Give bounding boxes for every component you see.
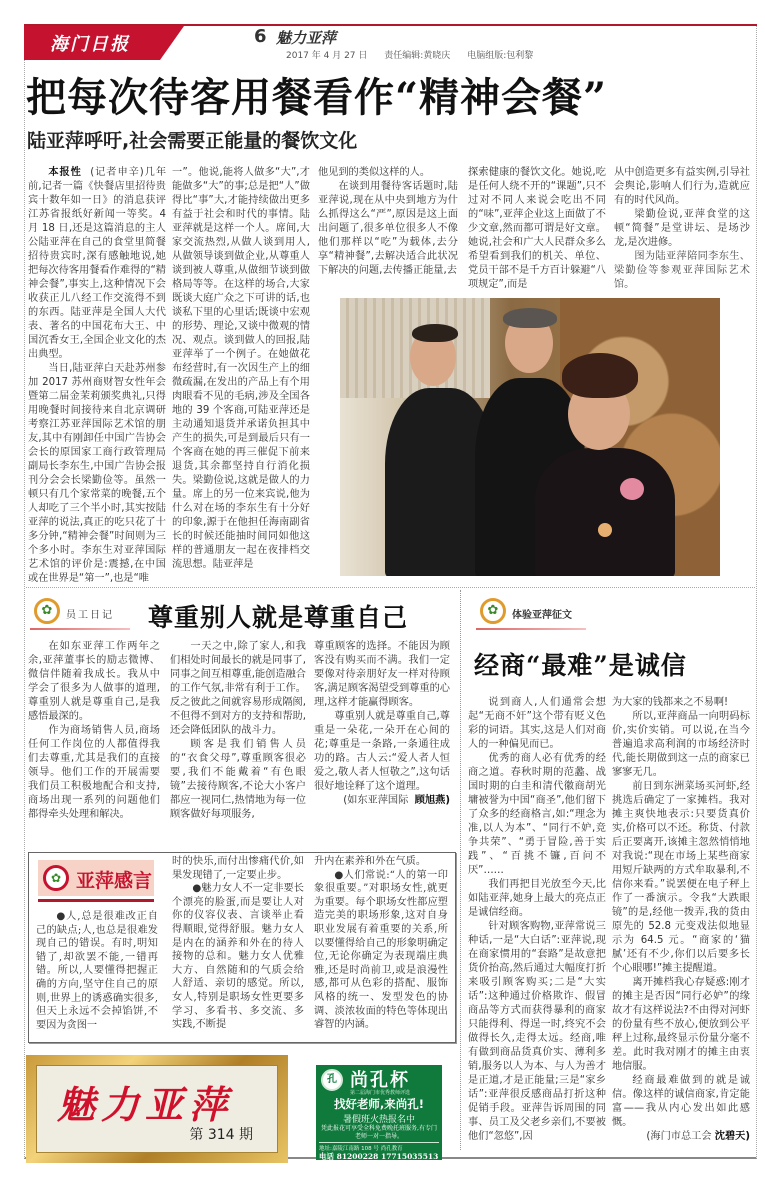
employee-diary-headline: 尊重别人就是尊重自己 <box>148 603 409 632</box>
banner-title: 魅力亚萍 <box>57 1082 234 1127</box>
paragraph: 他见到的类似这样的人。 <box>318 167 431 178</box>
author-org: (如东亚萍国际 <box>343 795 409 806</box>
employee-diary-column-1 <box>28 640 160 822</box>
employee-diary-logo-icon: ✿ <box>34 598 60 624</box>
paragraph: 在谈到用餐待客话题时,陆亚萍说,现在从中央到地方为什么抓得这么“严”,原因是这上面出问题了,很多单位很多人不像他们那样以“吃”为载体,去分享“精神餐”,去解决适合此状况下解决的问题,去传播正能量,去 <box>318 181 458 276</box>
yaping-logo-icon: ✿ <box>43 865 69 891</box>
photo-hair-right <box>562 353 638 398</box>
quotes-box-title <box>38 860 154 896</box>
paragraph: 我们再把目光放至今天,比如陆亚萍,她身上最大的亮点正是诚信经商。 <box>468 879 606 918</box>
author-name: 顾旭燕) <box>414 795 450 806</box>
essay-section-label: 体验亚萍征文 <box>512 610 572 621</box>
main-article-column-3 <box>318 166 458 278</box>
column-divider <box>460 590 461 1150</box>
paragraph: 当日,陆亚萍白天赴苏州参加 2017 苏州商财智女性年会暨第二届金茉莉颁奖典礼,只得用晚餐时间接待来自北京调研考察江苏亚萍国际艺术馆的朋友,其中有刚卸任中国广告协会会长的原国家工商行政管理局副局长李东生,中国广告协会报刊分会会长梁勤俭等。虽然一顿只有几个家常菜的晚餐,五个人却吃了三个半小时,其实按陆亚萍的说法,真正的吃只花了十多分钟,“精神会餐”时间则为三个多小时。李东生对亚萍国际艺术馆的评价是:震撼,在中国或在世界是“第一”,也是“唯 <box>28 363 166 584</box>
banner-inner <box>36 1065 278 1153</box>
editor-credit: 责任编辑:黄晓庆 <box>384 51 451 61</box>
section-underline <box>30 628 130 630</box>
quotes-column-1 <box>36 910 158 1032</box>
masthead <box>24 24 757 61</box>
ad-slogan: 找好老师,来尚孔! <box>333 1097 425 1111</box>
photo-person-right <box>535 448 675 576</box>
paragraph: 顾客是我们销售人员的“衣食父母”,尊重顾客很必要,我们不能戴着“有色眼镜”去接待顾客,不论大小客户都应一视同仁,热情地为每一位顾客做好每项服务, <box>170 739 306 820</box>
banner-issue: 第 314 期 <box>189 1127 253 1143</box>
paragraph: 所以,亚萍商品一向明码标价,实价实销。可以说,在当今普遍追求高利润的市场经济时代,能长期做到这一点的商家已寥寥无几。 <box>612 711 750 778</box>
main-headline: 把每次待客用餐看作“精神会餐” <box>26 74 608 121</box>
article-photo <box>340 298 720 576</box>
quote-paragraph: ●魅力女人不一定非要长个漂亮的脸蛋,而是要让人对你的仪容仪表、言谈举止看得顺眼,觉得舒服。魅力女人是内在的涵养和外在的待人接物的总和。魅力女人优雅大方、自然随和的气质会给人舒适、亲切的感觉。所以,女人,特别是职场女性更要多学习、多看书、多交流、多实践,不断提 <box>172 883 304 1031</box>
quotes-box-rule <box>38 899 154 902</box>
byline-lead: 本报性 <box>48 167 82 178</box>
paragraph: 为大家的钱都来之不易啊! <box>612 697 729 708</box>
paragraph: 探索健康的餐饮文化。她说,吃是任何人绕不开的“课题”,只不过对不同人来说会吃出不同的“味”,亚萍企业这上面做了不少文章,然而都可谓是好文章。她说,社会和广大人民群众多么希望看到我们的机关、单位、党员干部不是千方百计躲避“八项规定”,而是 <box>468 167 606 290</box>
paragraph: 经商最难做到的就是诚信。像这样的诚信商家,肯定能富——我从内心发出如此感慨。 <box>612 1075 750 1128</box>
photo-flower-brooch <box>620 478 644 500</box>
paragraph: 尊重顾客的选择。不能因为顾客没有购买而不满。我们一定要像对待亲朋好友一样对待顾客,满足顾客渴望受到尊重的心理,这样才能赢得顾客。 <box>314 641 450 708</box>
paragraph: 作为商场销售人员,商场任何工作岗位的人都值得我们去尊重,尤其是我们的直接领导。他们工作的开展需要我们员工积极地配合和支持,商场出现一系列的问题他们都得牵头处理和解决。 <box>28 725 160 820</box>
section-name: 魅力亚萍 <box>276 29 337 47</box>
layout-credit: 电脑组版:包利黎 <box>467 51 534 61</box>
ad-rule <box>319 1142 439 1143</box>
paper-logo: 海门日报 <box>50 34 130 55</box>
author-org: (海门市总工会 <box>646 1131 712 1142</box>
paragraph: 梁勤俭说,亚萍食堂的这顿“简餐”是堂讲坛、是场沙龙,是次进修。 <box>614 209 750 248</box>
quote-paragraph: 升内在素养和外在气质。 <box>314 856 427 867</box>
main-article-column-1 <box>28 166 166 586</box>
author-credit <box>612 1130 750 1144</box>
paragraph: 一”。他说,能将人做多“大”,才能做多“大”的事;总是把“人”做得比“事”大,才能持续做出更多有益于社会和时代的事情。陆亚萍就是这样一个人。席间,大家交流热烈,从做人谈到用人,从做领导谈到做企业,从尊重人谈到被人尊重,从做细节谈到做格局等等。在这样的场合,大家既谈大庭广众之下可讲的话,也谈私下里的心里话;既谈中宏观的形势、理论,又谈中微观的情况、观点。谈到做人的回报,陆亚萍举了一个例子。在她做花布经营时,有一次因生产上的细微疏漏,在发出的产品上有个用肉眼看不见的毛病,涉及全国各地的 39 个客商,可陆亚萍还是主动通知退货并承诺负担其中产生的损失,可是到最后只有一个客商在她的再三催促下前来退货,其余都坚持自行消化损失。梁勤俭说,这就是做人的力量。席上的另一位来宾说,他为什么对在场的李东生有十分好的印象,源于在他担任海南副省长的时候还能抽时间同如他这样的普通朋友一起在夜排档交流思想。陆亚萍是 <box>172 167 310 570</box>
main-article-column-2 <box>172 166 310 572</box>
ad-enrollment: 暑假班火热报名中 <box>342 1115 415 1125</box>
paragraph: 尊重别人就是尊重自己,尊重是一朵花,一朵开在心间的花;尊重是一条路,一条通往成功的路。古人云:“爱人者人恒爱之,敬人者人恒敬之”,这句话很好地诠释了这个道理。 <box>314 711 450 792</box>
section-divider <box>26 587 755 588</box>
section-underline <box>476 628 586 630</box>
author-name: 沈碧天) <box>714 1131 750 1142</box>
paragraph: 针对顾客购物,亚萍常说三种话,一是“大白话”:亚萍说,现在商家惯用的“套路”是故意把货价抬高,然后通过大幅度打折来吸引顾客购买;二是“大实话”:这种通过价格欺诈、假冒商品等方式而获得暴利的商家只能得利、得逞一时,终究不会做得长久,走得太远。经商,唯有做到商品货真价实、薄利多销,服务以人为本、与人为善才是正道,才是正能量;三是“家乡话”:亚萍很反感商品打折这种促销手段。亚萍告诉周围的同事、员工及父老乡亲们,不要被他们“忽悠”,因 <box>468 921 606 1142</box>
main-article-column-5 <box>614 166 750 292</box>
ad-phone: 电话 81200228 17715035513 <box>319 1152 439 1161</box>
photo-hair-left <box>412 324 458 342</box>
issue-date: 2017 年 4 月 27 日 <box>286 51 368 61</box>
paragraph: 优秀的商人必有优秀的经商之道。春秋时期的范蠡、战国时期的白圭和清代徽商胡光墉被誉为中国“商圣”,他们留下了众多的经商格言,如:“理念为准,以人为本”、“同行不妒,竞争共荣”、“勇于冒险,善于实践”、“百挑不镰,百问不厌”…… <box>468 753 606 876</box>
quote-paragraph: ●人们常说:“人的第一印象很重要。”对职场女性,就更为重要。每个职场女性都应塑造完美的职场形象,这对自身职业发展有着重要的关系,所以要懂得给自己的形象明确定位,无论你确定为表现端庄典雅,还是时尚前卫,或是浪漫性感,都可从色彩的搭配、服饰风格的统一、发型发色的协调、淡浓妆面的特色等体现出睿智的内涵。 <box>314 869 448 1031</box>
photo-hair-middle <box>503 308 557 328</box>
paragraph: 说到商人,人们通常会想起“无商不奸”这个带有贬义色彩的词语。其实,这是人们对商人的一种偏见而已。 <box>468 697 606 750</box>
essay-logo-icon: ✿ <box>480 598 506 624</box>
masthead-meta <box>286 48 547 61</box>
advertisement[interactable] <box>316 1065 442 1160</box>
ad-address: 地址:嘉陵江南路 108 号 尚孔教育 <box>319 1146 403 1152</box>
ad-subtitle: 第二届海门市优秀教师评选 <box>350 1090 411 1096</box>
ad-detail: 凭此报花可享受全科免费晚托班服务,有专门老师一对一指导。 <box>321 1125 437 1140</box>
quote-paragraph: ●人,总是很难改正自己的缺点;人,也总是很难发现自己的错误。有时,明知错了,却欲罢不能,一错再错。所以,人要懂得把握正确的方向,坚守住自己的原则,世界上的诱惑确实很多,但天上永远不会掉馅饼,不要因为贪图一 <box>36 911 158 1031</box>
column-banner <box>26 1055 288 1163</box>
paragraph: 前日到东洲菜场买河虾,经挑选后确定了一家摊档。我对摊主爽快地表示:只要货真价实,价格可以不还。称货、付款后正要离开,该摊主忽然悄悄地对我说:“现在市场上某些商家用短斤缺两的方式牟取暴利,不信你来看。”说罢便在电子秤上作了一番演示。令我“大跌眼镜”的是,经他一拨弄,我的货由原先的 52.8 元变戏法似地显示为 64.5 元。“商家的‘猫腻’还有不少,你们以后要多长个心眼哪!”摊主提醒道。 <box>612 781 750 974</box>
quote-paragraph: 时的快乐,而付出惨痛代价,如果发现错了,一定要止步。 <box>172 856 304 881</box>
paragraph: 在如东亚萍工作两年之余,亚萍董事长的励志微博、微信伴随着我成长。我从中学会了很多为人做事的道理,尊重别人就是尊重自己,是我感悟最深的。 <box>28 641 160 722</box>
paragraph: 一天之中,除了家人,和我们相处时间最长的就是同事了,同事之间互相尊重,能创造融合的工作气氛,非常有利于工作。反之彼此之间就容易形成隔阂,不但得不到对方的支持和帮助,还会降低团队的战斗力。 <box>170 641 306 736</box>
employee-diary-column-2 <box>170 640 306 822</box>
quotes-column-3 <box>314 855 448 1032</box>
employee-diary-label: 员工日记 <box>66 610 114 621</box>
employee-diary-column-3 <box>314 640 450 808</box>
paragraph: 离开摊档我心存疑惑:刚才的摊主是否因“同行必妒”的缘故才有这样说法?不由得对河虾的份量有些不放心,便放到公平秤上过称,最终显示份量分毫不差。此时我对刚才的摊主由衷地信服。 <box>612 977 750 1072</box>
photo-flower-small <box>598 523 612 537</box>
main-subheadline: 陆亚萍呼吁,社会需要正能量的餐饮文化 <box>27 130 358 152</box>
main-article-column-4 <box>468 166 606 292</box>
essay-headline: 经商“最难”是诚信 <box>474 651 687 680</box>
page-number: 6 <box>254 26 267 47</box>
ad-brand: 尚孔杯 <box>350 1070 410 1091</box>
quotes-box-title-text: 亚萍感言 <box>76 870 153 892</box>
photo-caption: 图为陆亚萍陪同李东生、梁勤俭等参观亚萍国际艺术馆。 <box>614 251 750 290</box>
byline-reporter: (记者申辛) <box>90 167 144 178</box>
essay-column-2 <box>612 696 750 1144</box>
quotes-column-2 <box>172 855 304 1032</box>
paragraph: 几年前,记者一篇《快餐店里招待贵宾十数年如一日》的消息获评江苏省报纸好新闻一等奖。4 月 18 日,还是这篇消息的主人公陆亚萍在自己的食堂里简餐招待贵宾时,深有感触地说,她把每次待客用餐看作难得的“精神会餐”,事实上,这种情况下会收获正儿八经工作交流得不到的东西。陆亚萍是全国人大代表、著名的中国花布大王、中国沉香女王,全国企业文化的杰出典型。 <box>28 167 167 360</box>
author-credit <box>314 794 450 808</box>
paragraph: 从中创造更多有益实例,引导社会舆论,影响人们行为,造就应有的时代风尚。 <box>614 167 750 206</box>
essay-column-1 <box>468 696 606 1144</box>
school-emblem-icon: 孔 <box>321 1069 343 1091</box>
